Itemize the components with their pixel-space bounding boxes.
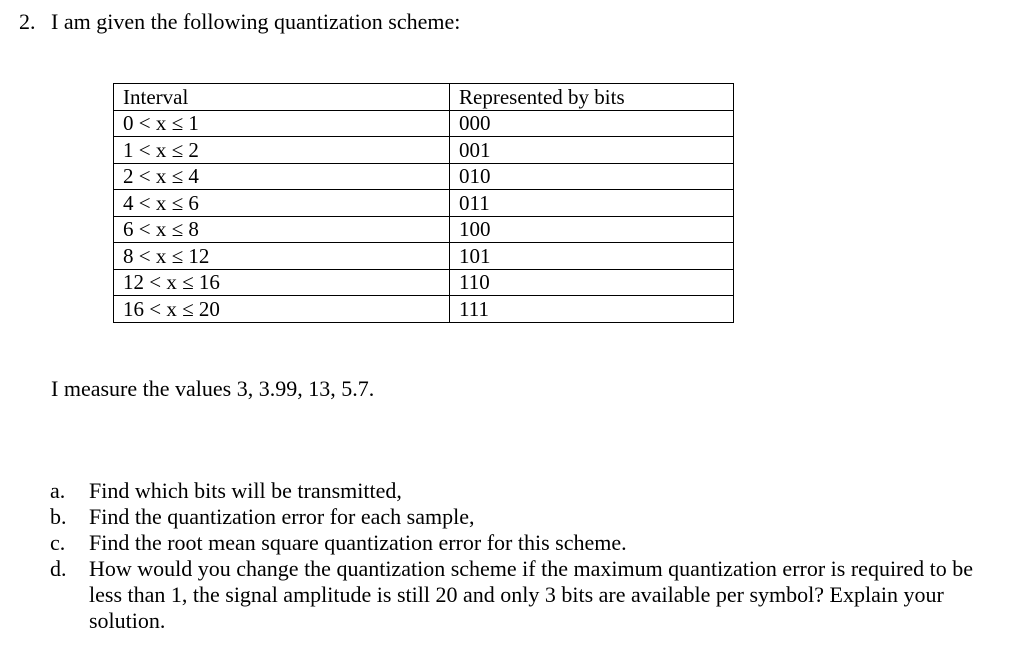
list-item bbox=[50, 504, 1005, 530]
bits-cell: 101 bbox=[450, 243, 734, 270]
quantization-table bbox=[113, 83, 734, 323]
table-row bbox=[114, 296, 734, 323]
task-text: Find the root mean square quantization error for this scheme. bbox=[89, 530, 627, 555]
question-number: 2. bbox=[19, 9, 36, 34]
table-row bbox=[114, 137, 734, 164]
table-header-row bbox=[114, 84, 734, 111]
task-text: How would you change the quantization scheme if the maximum quantization error is required to be less than 1, the signal amplitude is still 20 and only 3 bits are available per symbol? Explain your solution. bbox=[89, 556, 974, 633]
table-row bbox=[114, 216, 734, 243]
bits-cell: 111 bbox=[450, 296, 734, 323]
interval-cell: 1 < x ≤ 2 bbox=[114, 137, 450, 164]
task-text: Find which bits will be transmitted, bbox=[89, 478, 402, 503]
interval-cell: 16 < x ≤ 20 bbox=[114, 296, 450, 323]
header-bits: Represented by bits bbox=[450, 84, 734, 111]
bits-cell: 001 bbox=[450, 137, 734, 164]
table-row bbox=[114, 269, 734, 296]
question-heading bbox=[19, 9, 460, 35]
task-marker: d. bbox=[50, 556, 67, 581]
measured-values: I measure the values 3, 3.99, 13, 5.7. bbox=[51, 376, 375, 401]
interval-cell: 0 < x ≤ 1 bbox=[114, 110, 450, 137]
interval-cell: 4 < x ≤ 6 bbox=[114, 190, 450, 217]
list-item bbox=[50, 556, 1005, 634]
interval-cell: 12 < x ≤ 16 bbox=[114, 269, 450, 296]
header-interval: Interval bbox=[114, 84, 450, 111]
list-item bbox=[50, 478, 1005, 504]
bits-cell: 010 bbox=[450, 163, 734, 190]
bits-cell: 011 bbox=[450, 190, 734, 217]
bits-cell: 100 bbox=[450, 216, 734, 243]
bits-cell: 000 bbox=[450, 110, 734, 137]
task-text: Find the quantization error for each sample, bbox=[89, 504, 475, 529]
table-row bbox=[114, 163, 734, 190]
interval-cell: 6 < x ≤ 8 bbox=[114, 216, 450, 243]
table-row bbox=[114, 243, 734, 270]
task-marker: a. bbox=[50, 478, 66, 503]
task-marker: b. bbox=[50, 504, 67, 529]
table-row bbox=[114, 110, 734, 137]
interval-cell: 8 < x ≤ 12 bbox=[114, 243, 450, 270]
bits-cell: 110 bbox=[450, 269, 734, 296]
task-marker: c. bbox=[50, 530, 66, 555]
question-prompt: I am given the following quantization scheme: bbox=[51, 9, 461, 34]
interval-cell: 2 < x ≤ 4 bbox=[114, 163, 450, 190]
task-list bbox=[50, 478, 1005, 634]
table-row bbox=[114, 190, 734, 217]
list-item bbox=[50, 530, 1005, 556]
